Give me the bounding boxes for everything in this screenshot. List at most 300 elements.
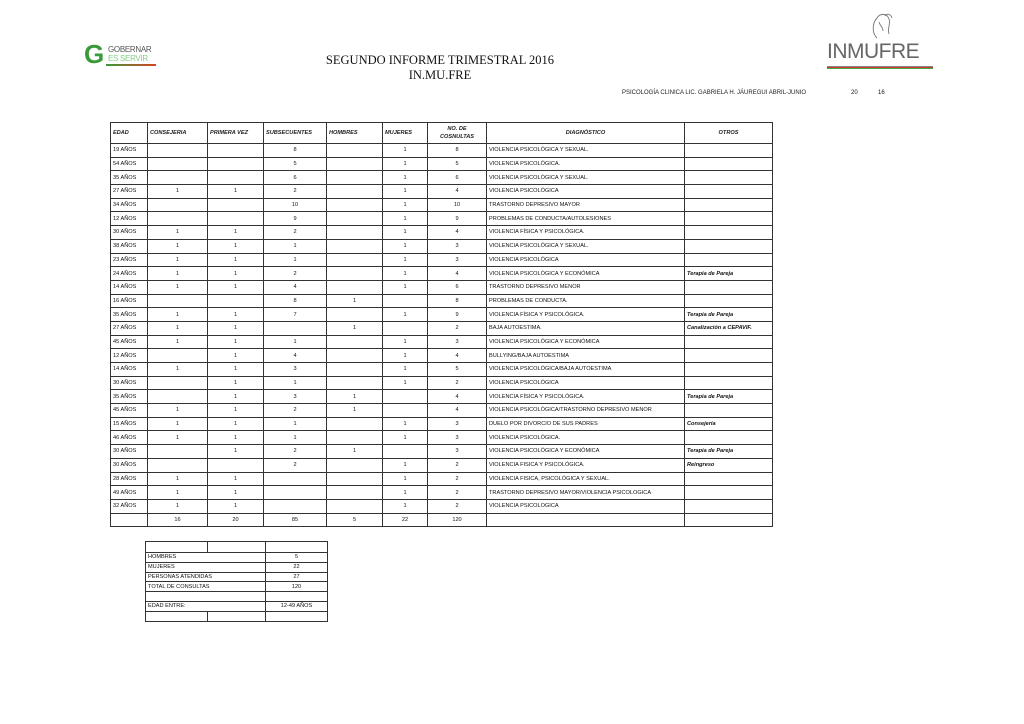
cell-subsecuentes: 4	[264, 349, 327, 363]
cell-hombres: 1	[327, 390, 383, 404]
summary-row	[146, 601, 328, 611]
cell-subsecuentes: 3	[264, 363, 327, 377]
cell-diagnostico: VIOLENCIA PSICOLÓGICA Y ECONÓMICA	[487, 267, 685, 281]
cell-primera-vez: 1	[208, 486, 264, 500]
cell-mujeres: 1	[383, 417, 428, 431]
summary-row	[146, 562, 328, 572]
cell-diagnostico: VIOLENCIA PSICOLÓGICA/TRASTORNO DEPRESIVO MENOR	[487, 404, 685, 418]
summary-value: 5	[266, 553, 328, 563]
cell-diagnostico: VIOLENCIA PSICOLÓGICA	[487, 185, 685, 199]
cell-subsecuentes: 2	[264, 445, 327, 459]
cell-age: 35 AÑOS	[111, 171, 148, 185]
cell-num-consultas: 2	[428, 321, 487, 335]
cell-num-consultas: 4	[428, 267, 487, 281]
cell-consejeria	[148, 349, 208, 363]
summary-value	[266, 592, 328, 602]
cell-otros	[685, 363, 773, 377]
cell-num-consultas: 3	[428, 417, 487, 431]
cell-subsecuentes: 1	[264, 253, 327, 267]
cell-otros	[685, 376, 773, 390]
year-part: 16	[878, 90, 885, 96]
cell-hombres: 1	[327, 321, 383, 335]
cell-diagnostico: VIOLENCIA PSICOLÓGICA/BAJA AUTOESTIMA	[487, 363, 685, 377]
table-row	[111, 239, 773, 253]
cell-consejeria	[148, 198, 208, 212]
cell-consejeria: 1	[148, 472, 208, 486]
cell-primera-vez: 20	[208, 513, 264, 527]
cell-hombres	[327, 486, 383, 500]
cell-hombres	[327, 376, 383, 390]
cell-mujeres: 1	[383, 239, 428, 253]
cell-otros	[685, 280, 773, 294]
cell-mujeres: 1	[383, 349, 428, 363]
cell-subsecuentes: 1	[264, 417, 327, 431]
consultations-table	[110, 122, 773, 527]
cell-subsecuentes: 2	[264, 404, 327, 418]
cell-diagnostico: VIOLENCIA PSICOLÓGICA.	[487, 431, 685, 445]
cell-consejeria: 1	[148, 185, 208, 199]
cell-primera-vez: 1	[208, 431, 264, 445]
cell-diagnostico: TRASTORNO DEPRESIVO MAYOR	[487, 198, 685, 212]
cell-diagnostico: VIOLENCIA PSICOLÓGICA Y ECONÓMICA	[487, 445, 685, 459]
cell-consejeria	[148, 376, 208, 390]
summary-label	[146, 592, 266, 602]
column-header-primera-vez: PRIMERA VEZ	[208, 123, 264, 144]
cell-mujeres: 1	[383, 335, 428, 349]
cell-consejeria	[148, 445, 208, 459]
cell-subsecuentes: 10	[264, 198, 327, 212]
report-title	[300, 53, 580, 83]
column-header-num-consultas: NO. DE COSNULTAS	[428, 123, 487, 144]
cell-consejeria: 1	[148, 321, 208, 335]
table-row	[111, 486, 773, 500]
cell-num-consultas: 4	[428, 349, 487, 363]
cell-num-consultas: 5	[428, 157, 487, 171]
cell-subsecuentes: 3	[264, 390, 327, 404]
cell-hombres	[327, 349, 383, 363]
cell-age: 46 AÑOS	[111, 431, 148, 445]
summary-row	[146, 592, 328, 602]
cell-num-consultas: 120	[428, 513, 487, 527]
cell-hombres: 1	[327, 294, 383, 308]
cell-mujeres: 1	[383, 458, 428, 472]
cell-age: 34 AÑOS	[111, 198, 148, 212]
table-row	[111, 294, 773, 308]
table-row	[111, 472, 773, 486]
table-row	[111, 417, 773, 431]
cell-mujeres	[383, 294, 428, 308]
cell-consejeria: 1	[148, 267, 208, 281]
cell-primera-vez: 1	[208, 349, 264, 363]
cell-hombres	[327, 280, 383, 294]
gobernar-es-servir-logo: G GOBERNAR ES SERVIR	[84, 42, 164, 68]
cell-subsecuentes	[264, 486, 327, 500]
cell-primera-vez: 1	[208, 363, 264, 377]
cell-primera-vez: 1	[208, 376, 264, 390]
column-header-diagnostico: DIAGNÓSTICO	[487, 123, 685, 144]
summary-table	[145, 541, 328, 622]
cell-primera-vez: 1	[208, 239, 264, 253]
cell-diagnostico: TRASTORNO DEPRESIVO MENOR	[487, 280, 685, 294]
cell-consejeria: 1	[148, 253, 208, 267]
cell-mujeres	[383, 390, 428, 404]
cell-consejeria: 16	[148, 513, 208, 527]
cell-num-consultas: 2	[428, 499, 487, 513]
cell-diagnostico: VIOLENCIA PSICOLÓGICA Y SEXUAL.	[487, 144, 685, 158]
summary-blank	[146, 611, 208, 621]
cell-diagnostico: VIOLENCIA FISICA, PSICOLÓGICA Y SEXUAL.	[487, 472, 685, 486]
cell-mujeres: 1	[383, 171, 428, 185]
summary-label: MUJERES	[146, 562, 266, 572]
cell-otros	[685, 472, 773, 486]
summary-value: 120	[266, 582, 328, 592]
cell-consejeria	[148, 157, 208, 171]
summary-value: 12-49 AÑOS	[266, 601, 328, 611]
cell-num-consultas: 3	[428, 253, 487, 267]
cell-primera-vez: 1	[208, 308, 264, 322]
cell-mujeres	[383, 445, 428, 459]
cell-primera-vez: 1	[208, 185, 264, 199]
cell-otros	[685, 253, 773, 267]
table-row	[111, 404, 773, 418]
cell-mujeres	[383, 404, 428, 418]
cell-num-consultas: 8	[428, 144, 487, 158]
cell-age: 30 AÑOS	[111, 458, 148, 472]
cell-mujeres: 1	[383, 157, 428, 171]
cell-mujeres: 1	[383, 144, 428, 158]
cell-subsecuentes: 4	[264, 280, 327, 294]
cell-primera-vez: 1	[208, 267, 264, 281]
cell-hombres: 5	[327, 513, 383, 527]
cell-diagnostico: VIOLENCIA FÍSICA Y PSICOLÓGICA.	[487, 390, 685, 404]
cell-primera-vez	[208, 171, 264, 185]
cell-age: 28 AÑOS	[111, 472, 148, 486]
cell-age: 45 AÑOS	[111, 335, 148, 349]
cell-primera-vez	[208, 157, 264, 171]
summary-label: PERSONAS ATENDIDAS	[146, 572, 266, 582]
cell-num-consultas: 10	[428, 198, 487, 212]
cell-num-consultas: 4	[428, 185, 487, 199]
cell-mujeres: 1	[383, 308, 428, 322]
summary-blank	[208, 542, 266, 553]
cell-hombres	[327, 239, 383, 253]
cell-hombres: 1	[327, 445, 383, 459]
cell-mujeres: 22	[383, 513, 428, 527]
cell-subsecuentes: 9	[264, 212, 327, 226]
cell-hombres	[327, 267, 383, 281]
cell-consejeria	[148, 144, 208, 158]
cell-hombres	[327, 185, 383, 199]
table-row	[111, 267, 773, 281]
summary-row	[146, 582, 328, 592]
cell-otros	[685, 513, 773, 527]
cell-subsecuentes: 85	[264, 513, 327, 527]
area-label: PSICOLOGÍA CLINICA LIC. GABRIELA H. JÁUREGUI ABRIL-JUNIO	[622, 90, 807, 96]
cell-consejeria: 1	[148, 431, 208, 445]
cell-age: 35 AÑOS	[111, 390, 148, 404]
cell-diagnostico: VIOLENCIA FÍSICA Y PSICOLÓGICA.	[487, 226, 685, 240]
cell-diagnostico: VIOLENCIA PSICOLÓGICA	[487, 376, 685, 390]
cell-hombres	[327, 472, 383, 486]
cell-consejeria: 1	[148, 417, 208, 431]
cell-age: 15 AÑOS	[111, 417, 148, 431]
cell-otros: Terapia de Pareja	[685, 308, 773, 322]
cell-otros: Consejería	[685, 417, 773, 431]
table-row	[111, 157, 773, 171]
summary-value: 22	[266, 562, 328, 572]
cell-consejeria: 1	[148, 335, 208, 349]
cell-subsecuentes	[264, 472, 327, 486]
cell-subsecuentes	[264, 321, 327, 335]
cell-otros: Terapia de Pareja	[685, 390, 773, 404]
cell-otros	[685, 431, 773, 445]
cell-diagnostico: VIOLENCIA FÍSICA Y PSICOLÓGICA.	[487, 308, 685, 322]
cell-num-consultas: 2	[428, 486, 487, 500]
summary-row	[146, 553, 328, 563]
cell-diagnostico: TRASTORNO DEPRESIVO MAYOR/VIOLENCIA PSICOLOGICA	[487, 486, 685, 500]
cell-diagnostico: PROBLEMAS DE CONDUCTA.	[487, 294, 685, 308]
summary-row	[146, 542, 328, 553]
summary-value	[266, 542, 328, 553]
cell-mujeres: 1	[383, 185, 428, 199]
cell-subsecuentes: 8	[264, 294, 327, 308]
cell-age: 27 AÑOS	[111, 185, 148, 199]
cell-hombres	[327, 171, 383, 185]
report-title-main: SEGUNDO INFORME TRIMESTRAL 2016	[325, 53, 555, 67]
cell-hombres	[327, 458, 383, 472]
column-header-age: EDAD	[111, 123, 148, 144]
table-row	[111, 171, 773, 185]
table-row	[111, 144, 773, 158]
cell-num-consultas: 2	[428, 458, 487, 472]
cell-consejeria	[148, 212, 208, 226]
cell-age: 27 AÑOS	[111, 321, 148, 335]
cell-age: 45 AÑOS	[111, 404, 148, 418]
summary-value: 27	[266, 572, 328, 582]
report-title-sub: IN.MU.FRE	[408, 68, 472, 82]
cell-diagnostico: BULLYING/BAJA AUTOESTIMA	[487, 349, 685, 363]
table-row	[111, 390, 773, 404]
cell-otros: Reingreso	[685, 458, 773, 472]
cell-otros	[685, 185, 773, 199]
summary-label: TOTAL DE CONSULTAS	[146, 582, 266, 592]
cell-primera-vez: 1	[208, 499, 264, 513]
cell-num-consultas: 9	[428, 308, 487, 322]
cell-hombres	[327, 253, 383, 267]
column-header-consejeria: CONSEJERIA	[148, 123, 208, 144]
cell-age: 14 AÑOS	[111, 280, 148, 294]
cell-primera-vez: 1	[208, 417, 264, 431]
cell-consejeria	[148, 458, 208, 472]
cell-otros	[685, 144, 773, 158]
cell-primera-vez: 1	[208, 280, 264, 294]
cell-mujeres: 1	[383, 376, 428, 390]
cell-hombres	[327, 308, 383, 322]
cell-mujeres: 1	[383, 253, 428, 267]
cell-num-consultas: 6	[428, 280, 487, 294]
summary-label: HOMBRES	[146, 553, 266, 563]
cell-otros: Terapia de Pareja	[685, 445, 773, 459]
cell-consejeria: 1	[148, 499, 208, 513]
cell-num-consultas: 4	[428, 390, 487, 404]
cell-diagnostico	[487, 513, 685, 527]
cell-primera-vez	[208, 144, 264, 158]
cell-consejeria: 1	[148, 239, 208, 253]
table-row	[111, 321, 773, 335]
cell-age: 19 AÑOS	[111, 144, 148, 158]
cell-otros	[685, 212, 773, 226]
cell-num-consultas: 9	[428, 212, 487, 226]
cell-otros	[685, 499, 773, 513]
table-row	[111, 253, 773, 267]
table-row	[111, 226, 773, 240]
cell-mujeres: 1	[383, 198, 428, 212]
cell-mujeres	[383, 321, 428, 335]
cell-diagnostico: VIOLENCIA PSICOLOGICA	[487, 499, 685, 513]
cell-num-consultas: 3	[428, 445, 487, 459]
cell-subsecuentes: 8	[264, 144, 327, 158]
cell-age: 23 AÑOS	[111, 253, 148, 267]
cell-primera-vez: 1	[208, 335, 264, 349]
table-row	[111, 212, 773, 226]
cell-num-consultas: 3	[428, 239, 487, 253]
cell-primera-vez	[208, 212, 264, 226]
cell-age: 12 AÑOS	[111, 349, 148, 363]
cell-age: 14 AÑOS	[111, 363, 148, 377]
cell-age: 49 AÑOS	[111, 486, 148, 500]
cell-subsecuentes: 1	[264, 376, 327, 390]
cell-num-consultas: 6	[428, 171, 487, 185]
summary-value	[266, 611, 328, 621]
cell-mujeres: 1	[383, 363, 428, 377]
cell-consejeria: 1	[148, 226, 208, 240]
cell-primera-vez: 1	[208, 321, 264, 335]
table-row	[111, 363, 773, 377]
cell-mujeres: 1	[383, 431, 428, 445]
column-header-subsecuentes: SUBSECUENTES	[264, 123, 327, 144]
cell-otros	[685, 226, 773, 240]
cell-num-consultas: 8	[428, 294, 487, 308]
cell-age: 32 AÑOS	[111, 499, 148, 513]
cell-primera-vez	[208, 198, 264, 212]
cell-diagnostico: VIOLENCIA PSICOLÓGICA.	[487, 157, 685, 171]
cell-subsecuentes: 2	[264, 267, 327, 281]
cell-mujeres: 1	[383, 486, 428, 500]
summary-blank	[208, 611, 266, 621]
cell-age: 30 AÑOS	[111, 226, 148, 240]
cell-consejeria: 1	[148, 404, 208, 418]
cell-primera-vez: 1	[208, 472, 264, 486]
cell-consejeria: 1	[148, 486, 208, 500]
column-header-mujeres: MUJERES	[383, 123, 428, 144]
cell-mujeres: 1	[383, 499, 428, 513]
woman-silhouette-icon	[865, 10, 895, 40]
table-row	[111, 198, 773, 212]
cell-hombres	[327, 335, 383, 349]
cell-num-consultas: 3	[428, 335, 487, 349]
cell-mujeres: 1	[383, 280, 428, 294]
cell-otros	[685, 198, 773, 212]
cell-hombres	[327, 499, 383, 513]
cell-primera-vez: 1	[208, 226, 264, 240]
cell-age: 35 AÑOS	[111, 308, 148, 322]
cell-diagnostico: VIOLENCIA PSICOLÓGICA Y ECONÓMICA	[487, 335, 685, 349]
table-row	[111, 349, 773, 363]
cell-diagnostico: PROBLEMAS DE CONDUCTA/AUTOLESIONES	[487, 212, 685, 226]
table-row	[111, 308, 773, 322]
cell-primera-vez: 1	[208, 390, 264, 404]
cell-mujeres: 1	[383, 472, 428, 486]
cell-diagnostico: VIOLENCIA PSICOLÓGICA	[487, 253, 685, 267]
summary-label: EDAD ENTRE:	[146, 601, 266, 611]
table-row	[111, 376, 773, 390]
cell-subsecuentes: 2	[264, 226, 327, 240]
cell-age	[111, 513, 148, 527]
table-row	[111, 185, 773, 199]
cell-num-consultas: 3	[428, 431, 487, 445]
totals-row	[111, 513, 773, 527]
table-row	[111, 431, 773, 445]
cell-consejeria	[148, 171, 208, 185]
summary-row	[146, 611, 328, 621]
cell-otros	[685, 349, 773, 363]
cell-hombres	[327, 226, 383, 240]
cell-otros	[685, 404, 773, 418]
table-row	[111, 499, 773, 513]
cell-primera-vez: 1	[208, 445, 264, 459]
cell-hombres	[327, 157, 383, 171]
cell-consejeria: 1	[148, 363, 208, 377]
cell-num-consultas: 2	[428, 376, 487, 390]
cell-diagnostico: VIOLENCIA PSICOLÓGICA Y SEXUAL.	[487, 239, 685, 253]
cell-subsecuentes	[264, 499, 327, 513]
cell-otros	[685, 157, 773, 171]
column-header-hombres: HOMBRES	[327, 123, 383, 144]
cell-otros	[685, 239, 773, 253]
cell-hombres	[327, 363, 383, 377]
cell-hombres	[327, 212, 383, 226]
cell-mujeres: 1	[383, 267, 428, 281]
cell-hombres	[327, 198, 383, 212]
cell-consejeria	[148, 294, 208, 308]
cell-diagnostico: VIOLENCIA FISICA Y PSICOLÓGICA.	[487, 458, 685, 472]
cell-subsecuentes: 1	[264, 335, 327, 349]
cell-age: 38 AÑOS	[111, 239, 148, 253]
cell-subsecuentes: 5	[264, 157, 327, 171]
cell-primera-vez: 1	[208, 253, 264, 267]
cell-otros	[685, 171, 773, 185]
summary-blank	[146, 542, 208, 553]
cell-subsecuentes: 6	[264, 171, 327, 185]
cell-diagnostico: BAJA AUTOESTIMA.	[487, 321, 685, 335]
cell-age: 54 AÑOS	[111, 157, 148, 171]
cell-num-consultas: 4	[428, 226, 487, 240]
cell-subsecuentes: 2	[264, 185, 327, 199]
cell-age: 30 AÑOS	[111, 376, 148, 390]
cell-primera-vez	[208, 458, 264, 472]
cell-subsecuentes: 2	[264, 458, 327, 472]
cell-mujeres: 1	[383, 212, 428, 226]
cell-age: 12 AÑOS	[111, 212, 148, 226]
cell-primera-vez: 1	[208, 404, 264, 418]
cell-hombres	[327, 144, 383, 158]
cell-age: 30 AÑOS	[111, 445, 148, 459]
table-row	[111, 335, 773, 349]
cell-otros	[685, 294, 773, 308]
cell-consejeria: 1	[148, 308, 208, 322]
cell-otros: Canalización a CEPAVIF.	[685, 321, 773, 335]
summary-row	[146, 572, 328, 582]
